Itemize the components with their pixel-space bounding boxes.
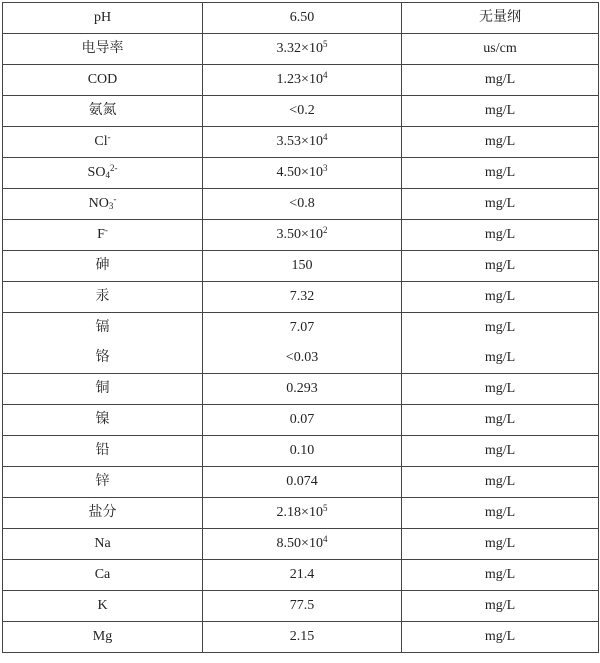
- table-row: [3, 405, 599, 436]
- parameter-cell: pH: [3, 3, 203, 34]
- table-row: [3, 127, 599, 158]
- unit-cell: mg/L: [402, 343, 599, 374]
- unit-cell: mg/L: [402, 189, 599, 220]
- unit-cell: mg/L: [402, 529, 599, 560]
- parameter-cell: COD: [3, 65, 203, 96]
- table-row: [3, 343, 599, 374]
- parameter-cell: 砷: [3, 251, 203, 282]
- unit-cell: 无量纲: [402, 3, 599, 34]
- value-cell: $8.50\times 10^4$: [203, 529, 402, 560]
- unit-cell: mg/L: [402, 282, 599, 313]
- unit-cell: mg/L: [402, 96, 599, 127]
- parameter-cell: Ca: [3, 560, 203, 591]
- unit-cell: mg/L: [402, 498, 599, 529]
- parameter-cell: 铬: [3, 343, 203, 374]
- value-cell: 150: [203, 251, 402, 282]
- value-cell: <0.03: [203, 343, 402, 374]
- unit-cell: mg/L: [402, 313, 599, 344]
- value-cell: 0.10: [203, 436, 402, 467]
- table-row: [3, 96, 599, 127]
- value-cell: $4.50\times 10^3$: [203, 158, 402, 189]
- water-quality-table: [2, 2, 599, 653]
- parameter-cell: 铜: [3, 374, 203, 405]
- unit-cell: mg/L: [402, 405, 599, 436]
- value-cell: 77.5: [203, 591, 402, 622]
- parameter-cell: 盐分: [3, 498, 203, 529]
- value-cell: $1.23\times 10^4$: [203, 65, 402, 96]
- parameter-cell: F-: [3, 220, 203, 251]
- value-cell: <0.8: [203, 189, 402, 220]
- value-cell: 21.4: [203, 560, 402, 591]
- parameter-cell: 汞: [3, 282, 203, 313]
- value-cell: $3.53\times 10^4$: [203, 127, 402, 158]
- value-cell: $2.18\times 10^5$: [203, 498, 402, 529]
- table-row: [3, 529, 599, 560]
- table-row: [3, 282, 599, 313]
- unit-cell: mg/L: [402, 374, 599, 405]
- value-cell: 0.07: [203, 405, 402, 436]
- unit-cell: mg/L: [402, 220, 599, 251]
- parameter-cell: 电导率: [3, 34, 203, 65]
- unit-cell: mg/L: [402, 436, 599, 467]
- unit-cell: mg/L: [402, 591, 599, 622]
- unit-cell: mg/L: [402, 65, 599, 96]
- table-row: [3, 65, 599, 96]
- value-cell: 7.07: [203, 313, 402, 344]
- table-row: [3, 34, 599, 65]
- table-row: [3, 436, 599, 467]
- unit-cell: mg/L: [402, 560, 599, 591]
- table-row: [3, 374, 599, 405]
- parameter-cell: $SO_4^{2-}$: [3, 158, 203, 189]
- parameter-cell: $NO_3^-$: [3, 189, 203, 220]
- table-row: [3, 591, 599, 622]
- value-cell: $3.50\times 10^2$: [203, 220, 402, 251]
- value-cell: $3.32\times 10^5$: [203, 34, 402, 65]
- value-cell: <0.2: [203, 96, 402, 127]
- parameter-cell: 镍: [3, 405, 203, 436]
- value-cell: 2.15: [203, 622, 402, 653]
- unit-cell: mg/L: [402, 158, 599, 189]
- value-cell: 6.50: [203, 3, 402, 34]
- table-row: [3, 158, 599, 189]
- value-cell: 0.293: [203, 374, 402, 405]
- unit-cell: mg/L: [402, 467, 599, 498]
- table-row: [3, 220, 599, 251]
- parameter-cell: 氨氮: [3, 96, 203, 127]
- table-row: [3, 251, 599, 282]
- table-row: [3, 313, 599, 344]
- parameter-cell: 锌: [3, 467, 203, 498]
- unit-cell: mg/L: [402, 622, 599, 653]
- parameter-cell: K: [3, 591, 203, 622]
- table-row: [3, 560, 599, 591]
- value-cell: 7.32: [203, 282, 402, 313]
- unit-cell: mg/L: [402, 127, 599, 158]
- parameter-cell: Cl-: [3, 127, 203, 158]
- table-row: [3, 498, 599, 529]
- parameter-cell: 镉: [3, 313, 203, 344]
- parameter-cell: Mg: [3, 622, 203, 653]
- parameter-cell: 铅: [3, 436, 203, 467]
- table-row: [3, 467, 599, 498]
- value-cell: 0.074: [203, 467, 402, 498]
- table-row: [3, 3, 599, 34]
- unit-cell: us/cm: [402, 34, 599, 65]
- table-row: [3, 622, 599, 653]
- table-row: [3, 189, 599, 220]
- unit-cell: mg/L: [402, 251, 599, 282]
- parameter-cell: Na: [3, 529, 203, 560]
